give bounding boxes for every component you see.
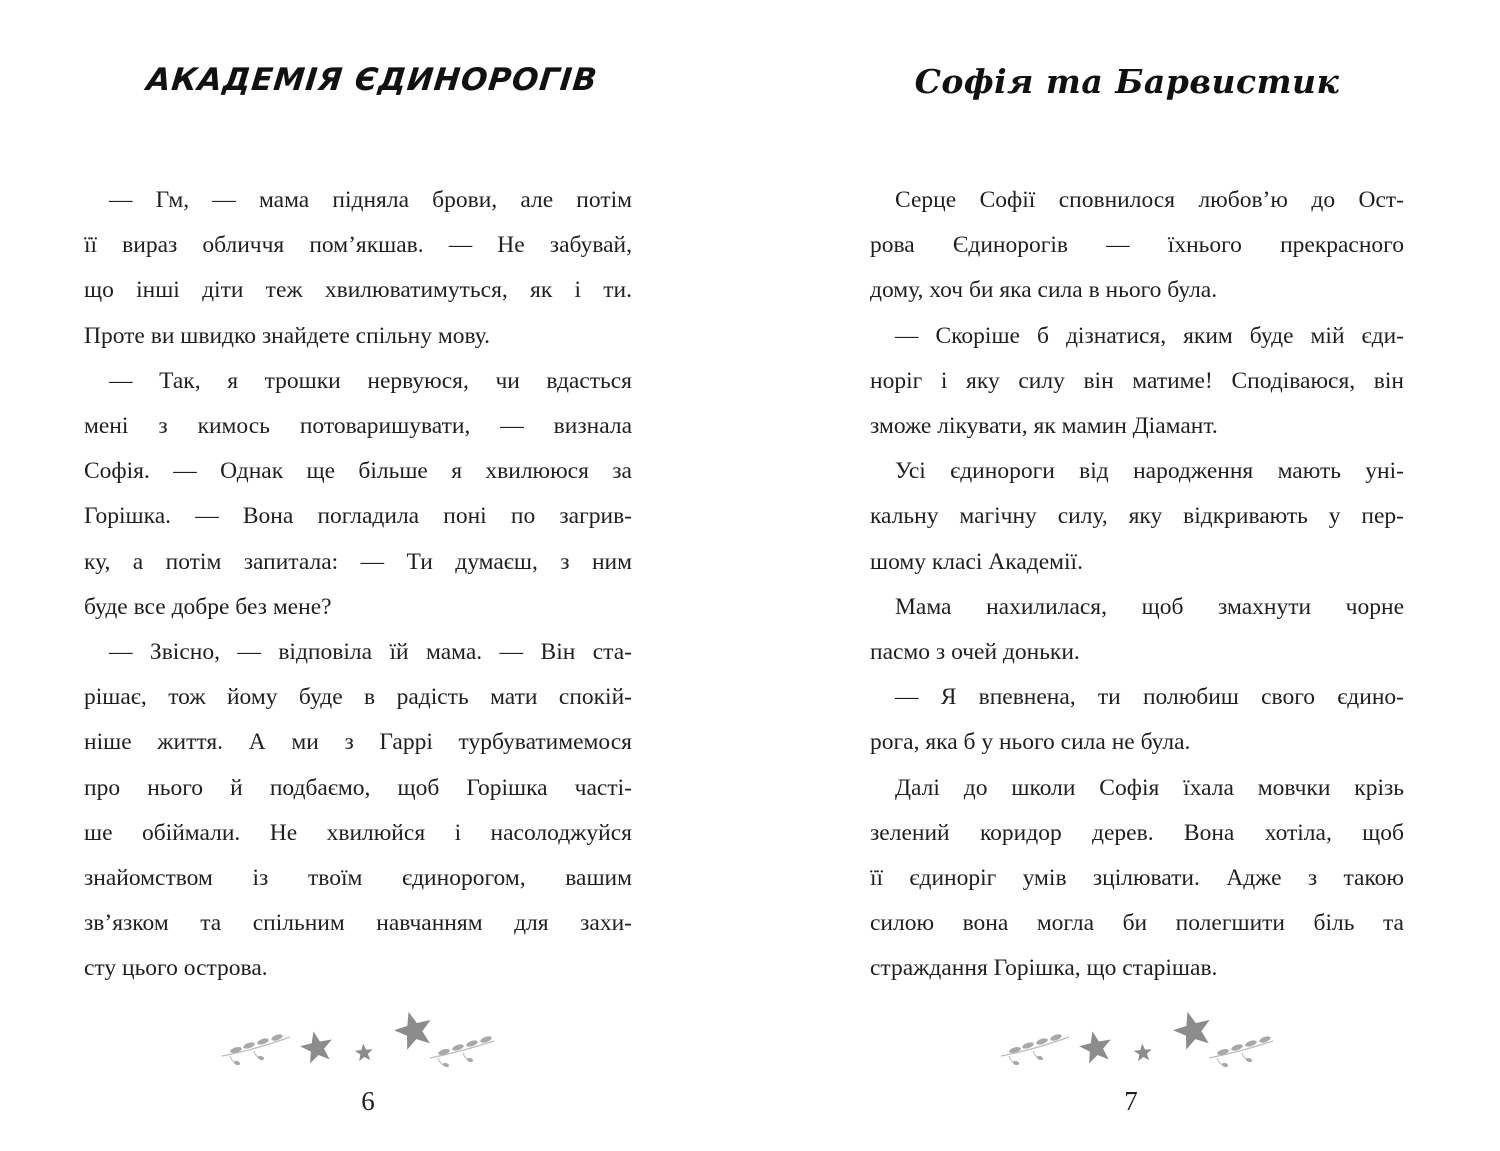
text-line: що інші діти теж хвилюватимуться, як і ти. <box>84 277 632 304</box>
page-number: 7 <box>1124 1086 1138 1116</box>
text-line: про нього й подбаємо, щоб Горішка часті- <box>84 774 632 801</box>
chapter-title-header: Софія та Барвистик <box>914 62 1340 101</box>
paragraph <box>84 178 632 359</box>
text-line: Проте ви швидко знайдете спільну мову. <box>84 322 491 349</box>
decoration <box>208 1008 508 1088</box>
branch-right-icon <box>430 1035 494 1068</box>
book-title-header: АКАДЕМІЯ ЄДИНОРОГІВ <box>144 62 600 98</box>
branch-left-icon <box>1001 1033 1069 1066</box>
text-line: буде все добре без мене? <box>84 593 332 620</box>
star-large-icon <box>1169 1008 1216 1052</box>
branch-right-icon <box>1209 1035 1273 1068</box>
branch-left-icon <box>222 1033 290 1066</box>
text-line: дому, хоч би яка сила в нього була. <box>870 277 1218 304</box>
paragraph <box>870 675 1404 765</box>
text-line: знайомством із твоїм єдинорогом, вашим <box>84 865 632 892</box>
text-line: зв’язком та спільним навчанням для захи- <box>84 910 632 937</box>
paragraph <box>84 359 632 630</box>
text-line: норіг і яку силу він матиме! Сподіваюся, він <box>870 367 1404 394</box>
text-line: Усі єдинороги від народження мають уні- <box>895 458 1404 485</box>
text-line: її вираз обличчя пом’якшав. — Не забувай, <box>84 232 632 259</box>
paragraph <box>870 585 1404 675</box>
star-small-icon <box>1133 1043 1152 1062</box>
page-text <box>870 178 1404 992</box>
page-right <box>750 0 1500 1151</box>
text-line: її єдиноріг умів зцілювати. Адже з такою <box>870 865 1404 892</box>
text-line: Горішка. — Вона погладила поні по загрив- <box>84 503 632 530</box>
text-line: страждання Горішка, що старішав. <box>870 955 1218 982</box>
decoration <box>987 1008 1287 1088</box>
paragraph <box>870 766 1404 992</box>
text-line: рішає, тож йому буде в радість мати спокій- <box>84 684 632 711</box>
text-line: Далі до школи Софія їхала мовчки крізь <box>895 774 1404 801</box>
text-line: рова Єдинорогів — їхнього прекрасного <box>870 232 1404 259</box>
text-line: ше обіймали. Не хвилюйся і насолоджуйся <box>84 819 632 846</box>
text-line: ку, а потім запитала: — Ти думаєш, з ним <box>84 548 632 575</box>
text-line: силою вона могла би полегшити біль та <box>870 910 1404 937</box>
text-line: ніше життя. А ми з Гаррі турбуватимемося <box>84 729 632 756</box>
text-line: — Так, я трошки нервуюся, чи вдасться <box>109 367 632 394</box>
text-line: — Скоріше б дізнатися, яким буде мій єди- <box>895 322 1404 349</box>
text-line: сту цього острова. <box>84 955 268 982</box>
text-line: пасмо з очей доньки. <box>870 639 1080 666</box>
text-line: — Звісно, — відповіла їй мама. — Він ста- <box>109 639 632 666</box>
paragraph <box>870 178 1404 314</box>
text-line: Серце Софії сповнилося любов’ю до Ост- <box>895 187 1404 213</box>
text-line: Софія. — Однак ще більше я хвилююся за <box>84 458 632 485</box>
page-number: 6 <box>361 1086 375 1116</box>
paragraph <box>870 449 1404 585</box>
star-large-icon <box>390 1008 437 1052</box>
star-medium-icon <box>1077 1028 1115 1065</box>
star-medium-icon <box>298 1028 336 1065</box>
text-line: Мама нахилилася, щоб змахнути чорне <box>895 593 1404 620</box>
text-line: шому класі Академії. <box>870 548 1083 575</box>
text-line: зможе лікувати, як мамин Діамант. <box>870 413 1218 440</box>
text-line: — Гм, — мама підняла брови, але потім <box>109 187 632 213</box>
paragraph <box>870 314 1404 450</box>
text-line: мені з кимось потоваришувати, — визнала <box>84 413 632 440</box>
star-small-icon <box>354 1043 373 1062</box>
page-text <box>84 178 632 992</box>
text-line: — Я впевнена, ти полюбиш свого єдино- <box>895 684 1404 711</box>
paragraph <box>84 630 632 992</box>
text-line: рога, яка б у нього сила не була. <box>870 729 1191 756</box>
text-line: кальну магічну силу, яку відкривають у пер- <box>870 503 1404 530</box>
text-line: зелений коридор дерев. Вона хотіла, щоб <box>870 819 1404 846</box>
